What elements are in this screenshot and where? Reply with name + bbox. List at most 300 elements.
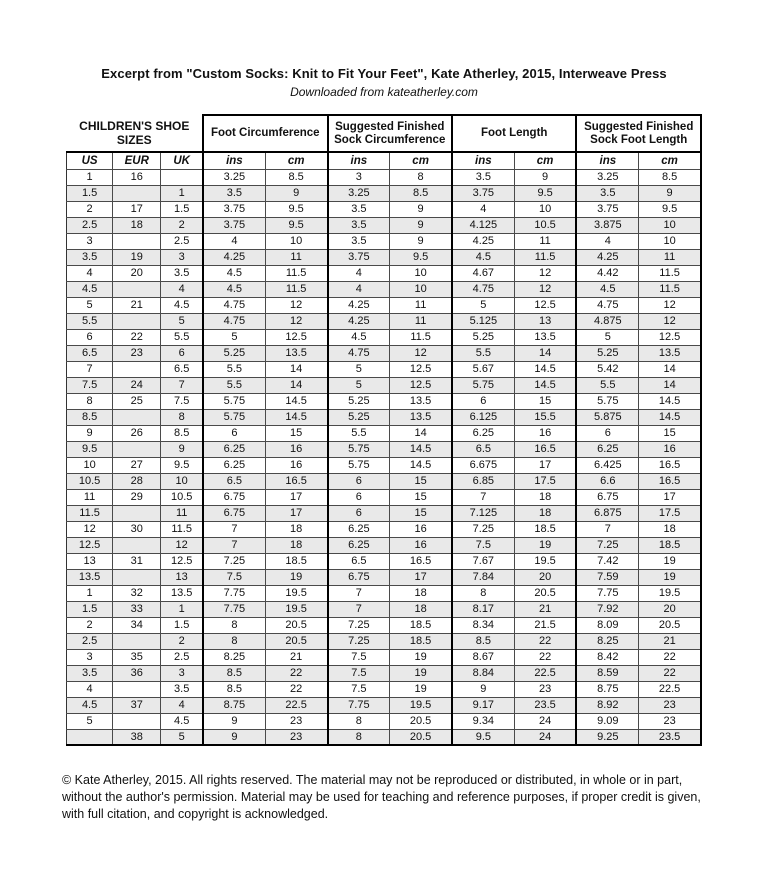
column-group-header: Suggested Finished Sock Foot Length [576,115,701,152]
table-cell: 10 [390,281,452,297]
table-cell: 16.5 [639,457,701,473]
table-cell: 5 [328,377,390,393]
table-cell: 12 [265,313,327,329]
table-cell: 11 [67,489,113,505]
table-cell: 8 [203,617,265,633]
table-cell: 5.67 [452,361,514,377]
table-cell: 7 [576,521,638,537]
table-cell: 5 [452,297,514,313]
table-cell: 4.75 [203,313,265,329]
table-cell: 24 [113,377,161,393]
table-cell: 17.5 [639,505,701,521]
table-cell: 5 [328,361,390,377]
column-header: ins [328,152,390,169]
table-cell: 2 [67,201,113,217]
table-cell: 17 [639,489,701,505]
table-cell: 9.5 [67,441,113,457]
table-cell: 6.25 [328,537,390,553]
table-cell: 4.75 [576,297,638,313]
table-cell: 8 [328,713,390,729]
table-cell: 5 [67,713,113,729]
table-cell: 2 [161,217,203,233]
table-cell: 17 [113,201,161,217]
table-cell: 11 [639,249,701,265]
table-cell: 5.75 [452,377,514,393]
table-cell: 22.5 [514,665,576,681]
table-cell: 15 [390,473,452,489]
table-cell: 9.17 [452,697,514,713]
table-cell: 8.34 [452,617,514,633]
table-cell: 2.5 [161,233,203,249]
table-cell: 18.5 [265,553,327,569]
table-cell: 16.5 [514,441,576,457]
table-cell: 9.25 [576,729,638,745]
table-row [67,713,702,729]
table-cell: 21.5 [514,617,576,633]
table-cell: 14 [265,361,327,377]
table-row [67,185,702,201]
table-row [67,537,702,553]
table-cell: 5.75 [203,409,265,425]
column-header: UK [161,152,203,169]
table-cell: 8.17 [452,601,514,617]
table-cell: 18 [639,521,701,537]
table-cell: 23.5 [514,697,576,713]
table-cell: 19.5 [639,585,701,601]
table-cell: 3.75 [576,201,638,217]
table-row [67,505,702,521]
table-cell: 3.5 [328,217,390,233]
table-cell: 4.25 [576,249,638,265]
table-cell: 1.5 [161,617,203,633]
table-cell: 6 [203,425,265,441]
table-cell: 11.5 [639,281,701,297]
table-cell: 32 [113,585,161,601]
table-cell: 7 [452,489,514,505]
table-cell: 19.5 [265,585,327,601]
table-cell: 7.25 [328,633,390,649]
table-cell: 29 [113,489,161,505]
table-cell [161,169,203,185]
table-cell: 5.5 [203,377,265,393]
table-cell: 6.25 [452,425,514,441]
table-cell: 11.5 [639,265,701,281]
table-cell: 14.5 [514,377,576,393]
table-cell: 4.25 [452,233,514,249]
table-cell: 8.5 [390,185,452,201]
table-cell: 7 [328,601,390,617]
table-row [67,457,702,473]
table-cell: 2.5 [67,633,113,649]
table-cell: 7.5 [161,393,203,409]
table-cell: 4.5 [67,281,113,297]
table-cell: 14 [514,345,576,361]
table-cell: 5.25 [203,345,265,361]
table-cell: 7.25 [328,617,390,633]
table-cell: 3.75 [203,201,265,217]
table-cell: 22 [265,665,327,681]
table-cell: 6.85 [452,473,514,489]
table-cell: 12.5 [390,361,452,377]
table-cell [113,537,161,553]
table-cell: 21 [113,297,161,313]
table-cell: 5.5 [452,345,514,361]
table-cell: 8 [452,585,514,601]
table-row [67,729,702,745]
table-cell: 4.5 [161,297,203,313]
table-cell: 23 [113,345,161,361]
table-cell: 4.125 [452,217,514,233]
table-row [67,393,702,409]
sizes-group-header: CHILDREN'S SHOE SIZES [67,115,204,152]
table-cell: 8 [203,633,265,649]
table-cell: 4.5 [203,281,265,297]
table-cell: 20.5 [265,633,327,649]
table-row [67,169,702,185]
table-cell: 4.67 [452,265,514,281]
table-row [67,297,702,313]
table-cell: 7.75 [203,601,265,617]
table-cell: 19 [514,537,576,553]
table-cell: 8 [161,409,203,425]
table-cell: 13 [161,569,203,585]
table-cell: 6.75 [203,505,265,521]
table-cell: 30 [113,521,161,537]
table-cell [113,569,161,585]
table-cell: 6.75 [576,489,638,505]
table-cell: 6.125 [452,409,514,425]
table-cell: 3.75 [328,249,390,265]
table-cell: 23 [265,729,327,745]
table-cell: 3.5 [328,233,390,249]
table-cell: 14.5 [514,361,576,377]
table-cell: 4.5 [452,249,514,265]
table-cell: 9.5 [265,201,327,217]
table-cell: 18 [265,521,327,537]
table-cell: 6.5 [203,473,265,489]
table-cell: 9 [390,201,452,217]
table-cell: 37 [113,697,161,713]
table-cell: 35 [113,649,161,665]
table-cell: 10.5 [67,473,113,489]
table-cell: 6 [576,425,638,441]
table-cell: 7 [161,377,203,393]
table-cell: 12.5 [161,553,203,569]
table-cell: 36 [113,665,161,681]
table-cell: 7.125 [452,505,514,521]
table-cell: 7.5 [452,537,514,553]
table-cell: 16 [113,169,161,185]
table-cell: 3.25 [328,185,390,201]
table-cell: 10 [161,473,203,489]
table-cell: 4.75 [328,345,390,361]
table-cell: 28 [113,473,161,489]
table-cell: 7.25 [576,537,638,553]
table-cell: 3.5 [203,185,265,201]
table-cell: 13.5 [67,569,113,585]
table-row [67,409,702,425]
table-cell: 4.25 [328,313,390,329]
table-cell: 4.5 [67,697,113,713]
table-cell: 20.5 [390,729,452,745]
shoe-size-table [66,114,702,746]
table-cell: 12.5 [265,329,327,345]
table-cell: 9 [639,185,701,201]
table-cell: 4.25 [203,249,265,265]
table-cell: 17 [265,489,327,505]
table-cell [113,713,161,729]
table-cell: 8.42 [576,649,638,665]
table-row [67,201,702,217]
table-cell: 8.92 [576,697,638,713]
table-cell: 22 [639,665,701,681]
table-row [67,649,702,665]
table-cell: 19 [639,569,701,585]
table-cell: 22 [639,649,701,665]
table-row [67,585,702,601]
table-cell: 22.5 [265,697,327,713]
table-cell: 11 [265,249,327,265]
table-cell: 9.5 [161,457,203,473]
table-cell: 15 [390,505,452,521]
table-cell: 9 [67,425,113,441]
table-cell: 12.5 [390,377,452,393]
table-cell: 13.5 [390,409,452,425]
table-cell: 6.6 [576,473,638,489]
table-cell: 11 [161,505,203,521]
table-cell: 7.25 [203,553,265,569]
table-cell: 6.25 [203,441,265,457]
table-cell: 3.875 [576,217,638,233]
table-cell: 5.75 [328,457,390,473]
table-cell: 9 [452,681,514,697]
table-cell: 4.5 [576,281,638,297]
table-cell: 5.25 [328,409,390,425]
table-cell: 10 [514,201,576,217]
table-cell: 31 [113,553,161,569]
table-cell: 23 [639,713,701,729]
table-cell: 10 [639,217,701,233]
table-cell: 7 [328,585,390,601]
table-cell: 12.5 [67,537,113,553]
column-header: US [67,152,113,169]
table-cell: 4.25 [328,297,390,313]
table-cell: 8.25 [576,633,638,649]
table-cell: 25 [113,393,161,409]
table-cell: 8.75 [576,681,638,697]
table-cell: 18.5 [639,537,701,553]
table-cell: 6 [328,505,390,521]
table-cell: 1 [161,601,203,617]
table-cell: 2.5 [161,649,203,665]
table-cell: 19.5 [390,697,452,713]
table-cell: 3 [67,649,113,665]
table-cell: 19 [390,681,452,697]
table-cell: 18 [390,585,452,601]
table-cell: 14.5 [265,393,327,409]
table-cell: 5 [576,329,638,345]
table-cell: 4.5 [203,265,265,281]
table-cell: 1.5 [67,601,113,617]
table-cell: 20.5 [639,617,701,633]
table-cell: 16.5 [265,473,327,489]
table-cell: 6.675 [452,457,514,473]
table-cell: 9 [390,217,452,233]
table-cell: 22 [113,329,161,345]
table-cell: 23 [514,681,576,697]
table-cell: 8 [67,393,113,409]
table-cell: 12 [514,265,576,281]
table-row [67,425,702,441]
table-cell [113,313,161,329]
table-cell: 9 [390,233,452,249]
table-cell: 5.5 [328,425,390,441]
table-cell: 20 [514,569,576,585]
table-cell: 5 [203,329,265,345]
table-row [67,553,702,569]
table-cell: 6.25 [576,441,638,457]
column-header: EUR [113,152,161,169]
table-cell: 1 [161,185,203,201]
table-cell: 7.5 [328,681,390,697]
table-cell: 7.5 [67,377,113,393]
table-cell: 8.84 [452,665,514,681]
table-cell: 14.5 [639,393,701,409]
table-cell: 12 [67,521,113,537]
table-row [67,441,702,457]
table-cell: 12 [161,537,203,553]
table-cell: 6 [67,329,113,345]
table-cell [113,633,161,649]
table-cell: 4 [67,681,113,697]
table-cell: 6.75 [328,569,390,585]
table-cell: 6 [328,489,390,505]
table-cell: 10 [67,457,113,473]
table-cell: 13.5 [514,329,576,345]
table-row [67,601,702,617]
table-cell: 5.42 [576,361,638,377]
table-cell: 3.5 [161,265,203,281]
table-cell: 3 [161,665,203,681]
table-cell: 12 [639,297,701,313]
table-cell: 10 [390,265,452,281]
table-row [67,681,702,697]
table-cell: 9.5 [390,249,452,265]
table-cell: 27 [113,457,161,473]
table-body [67,169,702,745]
table-cell [113,409,161,425]
table-row [67,665,702,681]
table-cell: 8.5 [639,169,701,185]
table-cell: 3.5 [161,681,203,697]
table-cell [67,729,113,745]
table-cell: 14.5 [639,409,701,425]
table-cell: 4 [328,265,390,281]
table-row [67,249,702,265]
table-cell: 12 [390,345,452,361]
table-cell: 12 [265,297,327,313]
table-cell: 7.75 [203,585,265,601]
table-cell: 9 [514,169,576,185]
table-cell: 8 [390,169,452,185]
table-cell: 7.42 [576,553,638,569]
table-cell: 5 [161,313,203,329]
table-cell: 5.5 [161,329,203,345]
table-cell: 8.75 [203,697,265,713]
table-cell: 6.5 [67,345,113,361]
table-row [67,217,702,233]
table-cell: 21 [639,633,701,649]
table-cell: 18 [390,601,452,617]
table-cell: 23.5 [639,729,701,745]
table-cell: 4 [203,233,265,249]
table-cell: 8.09 [576,617,638,633]
table-cell: 16 [390,521,452,537]
table-cell: 12.5 [639,329,701,345]
table-row [67,617,702,633]
table-cell: 3.5 [67,665,113,681]
table-cell: 23 [265,713,327,729]
table-cell: 22 [514,633,576,649]
table-cell: 12 [639,313,701,329]
table-cell: 5.5 [576,377,638,393]
table-cell: 3.75 [203,217,265,233]
table-cell: 9 [161,441,203,457]
table-cell: 8.5 [203,665,265,681]
table-cell: 24 [514,713,576,729]
table-cell: 5.5 [67,313,113,329]
table-cell: 4 [67,265,113,281]
table-cell: 9.09 [576,713,638,729]
table-cell: 4.42 [576,265,638,281]
table-cell: 15 [514,393,576,409]
table-cell: 33 [113,601,161,617]
table-cell: 8.5 [452,633,514,649]
table-cell: 5.75 [203,393,265,409]
table-cell: 4.75 [452,281,514,297]
table-cell: 8 [328,729,390,745]
table-row [67,377,702,393]
table-row [67,569,702,585]
sub-header-row [67,152,702,169]
table-row [67,489,702,505]
table-cell: 9.5 [514,185,576,201]
column-group-header: Suggested Finished Sock Circumference [328,115,452,152]
table-cell: 24 [514,729,576,745]
table-cell: 16.5 [639,473,701,489]
table-cell: 6 [452,393,514,409]
table-cell: 6.25 [203,457,265,473]
table-cell: 13.5 [639,345,701,361]
table-cell: 16 [265,457,327,473]
table-cell [113,185,161,201]
table-cell: 16 [265,441,327,457]
table-cell: 7.75 [576,585,638,601]
table-cell: 5 [67,297,113,313]
table-cell: 19 [390,649,452,665]
table-row [67,697,702,713]
table-cell: 4 [328,281,390,297]
table-cell: 11.5 [390,329,452,345]
table-cell: 7 [203,521,265,537]
table-cell: 7.92 [576,601,638,617]
table-cell: 10.5 [161,489,203,505]
table-row [67,265,702,281]
table-cell: 8.67 [452,649,514,665]
table-cell: 20.5 [390,713,452,729]
table-cell: 18 [514,489,576,505]
table-row [67,313,702,329]
